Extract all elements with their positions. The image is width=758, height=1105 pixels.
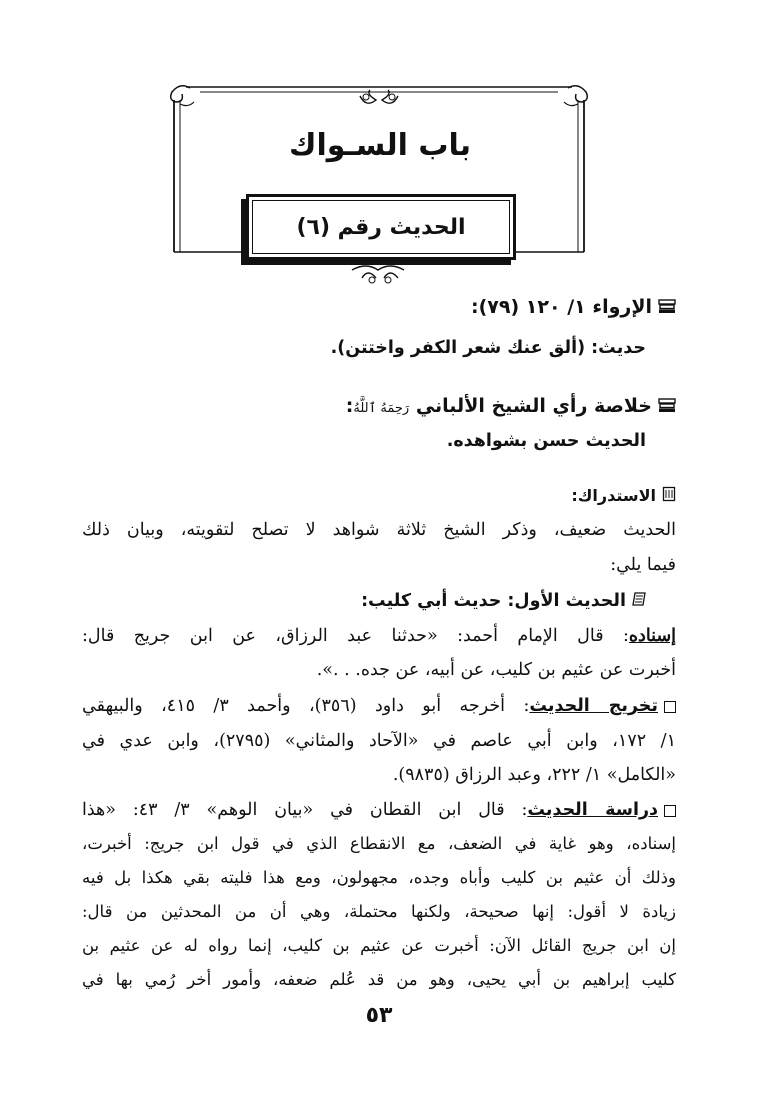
- note-icon: [632, 587, 646, 615]
- istidrak-heading: [82, 482, 676, 511]
- irwa-label: الإرواء ١/ ١٢٠ (٧٩):: [470, 296, 652, 318]
- summary-colon: :: [345, 395, 354, 417]
- summary-text: الحديث حسن بشواهده.: [446, 431, 646, 451]
- dirasa-line-3: وذلك أن عثيم بن كليب وأباه وجده، مجهولون، ومع هذا فليته بقي هكذا بل فيه: [82, 868, 676, 887]
- isnad-text-1: : قال الإمام أحمد: «حدثنا عبد الرزاق، عن ابن جريج قال:: [82, 626, 629, 646]
- takhrij-label: تخريج الحديث: [529, 696, 658, 716]
- istidrak-line-2: فيما يلي:: [610, 555, 676, 575]
- dirasa-line-2: إسناده، وهو غاية في الضعف، مع الانقطاع الذي في قول ابن جريج: أخبرت،: [82, 834, 676, 853]
- isnad-line-2: أخبرت عن عثيم بن كليب، عن أبيه، عن جده. . .».: [316, 660, 676, 680]
- chapter-title: باب السـواك: [288, 128, 472, 163]
- dirasa-text-1: : قال ابن القطان في «بيان الوهم» ٣/ ٤٣: «هذا: [82, 800, 528, 820]
- dirasa-label: دراسة الحديث: [527, 800, 658, 820]
- honorific: رَحِمَهُ ٱللَّهُ: [353, 401, 410, 416]
- isnad-line-1: [82, 622, 676, 650]
- scroll-icon: [662, 483, 676, 511]
- first-hadith-heading-text: الحديث الأول: حديث أبي كليب:: [361, 591, 626, 611]
- summary-heading: [82, 392, 676, 423]
- takhrij-line-2: ١/ ١٧٢، وابن أبي عاصم في «الآحاد والمثاني» (٢٧٩٥)، وابن عدي في: [82, 731, 676, 751]
- hadith-number-box: [246, 194, 516, 260]
- irwa-text: حديث: (ألق عنك شعر الكفر واختتن).: [330, 338, 646, 358]
- checkbox-square-icon: [664, 701, 676, 713]
- istidrak-line-1: الحديث ضعيف، وذكر الشيخ ثلاثة شواهد لا تصلح لتقويته، وبيان ذلك: [82, 520, 676, 540]
- takhrij-text-1: : أخرجه أبو داود (٣٥٦)، وأحمد ٣/ ٤١٥، والبيهقي: [82, 696, 530, 716]
- isnad-label: إسناده: [628, 626, 676, 646]
- istidrak-label: الاستدراك:: [571, 486, 656, 505]
- first-hadith-heading: [82, 587, 646, 615]
- hadith-number-title: الحديث رقم (٦): [296, 214, 466, 240]
- book-stack-icon: [658, 393, 676, 421]
- summary-label: خلاصة رأي الشيخ الألباني: [415, 395, 652, 417]
- book-stack-icon: [658, 294, 676, 322]
- dirasa-line-1: [82, 796, 676, 824]
- checkbox-square-icon: [664, 805, 676, 817]
- takhrij-line-3: «الكامل» ١/ ٢٢٢، وعبد الرزاق (٩٨٣٥).: [392, 765, 676, 785]
- page-number: ٥٣: [365, 1003, 393, 1028]
- dirasa-line-5: إن ابن جريج القائل الآن: أخبرت عن عثيم بن كليب، إنما رواه له عن عثيم بن: [82, 936, 676, 955]
- dirasa-line-6: كليب إبراهيم بن أبي يحيى، وهو من قد عُلم ضعفه، وأمور أخر رُمي بها في: [82, 970, 676, 989]
- irwa-heading: [82, 293, 676, 322]
- takhrij-line-1: [82, 692, 676, 720]
- dirasa-line-4: زيادة لا أقول: إنها صحيحة، ولكنها محتملة، وهي أن من المحدثين من قال:: [82, 902, 676, 921]
